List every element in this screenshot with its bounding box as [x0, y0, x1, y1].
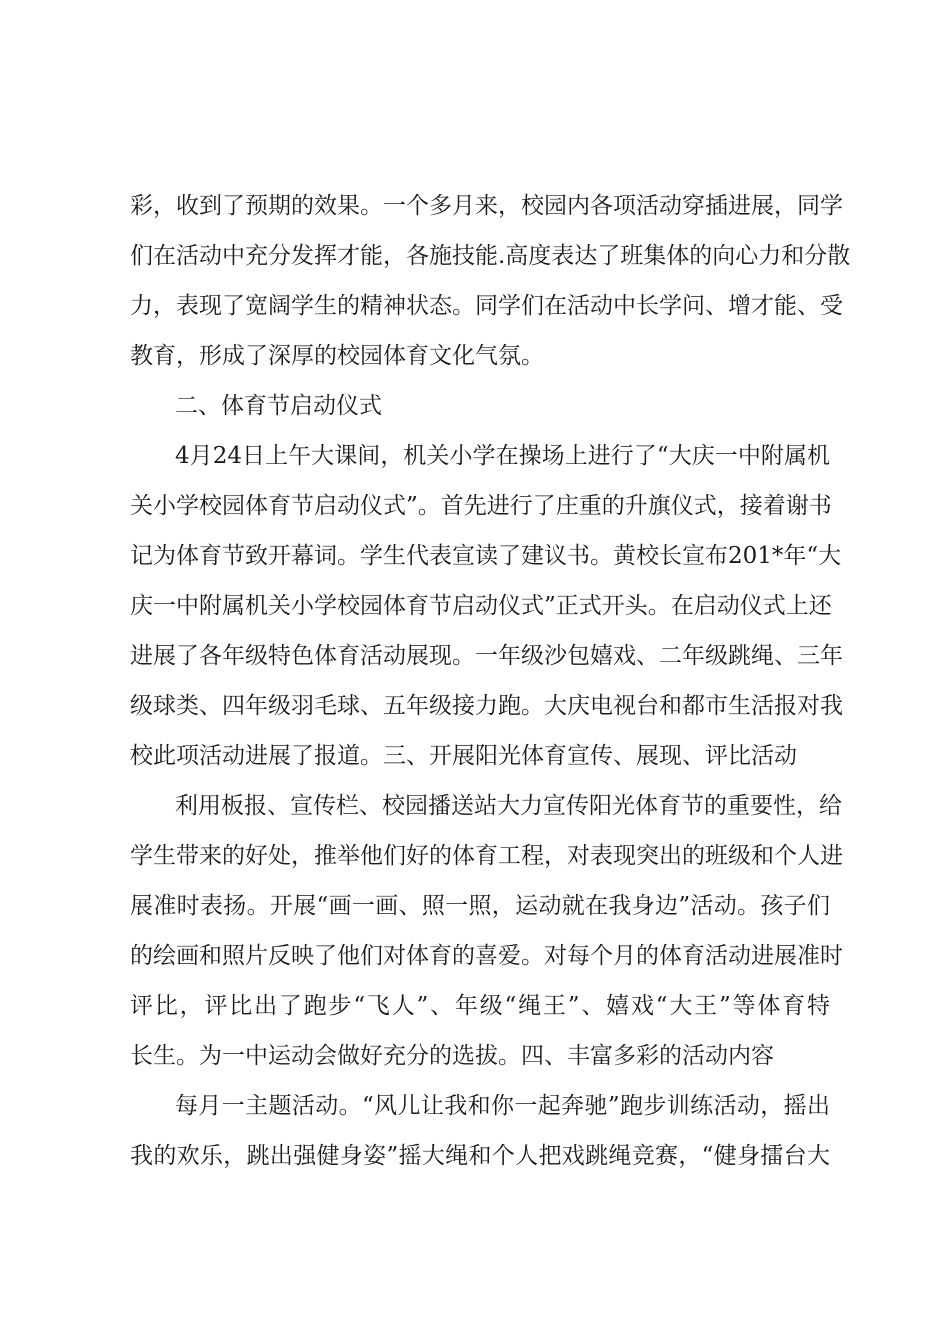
paragraph-2-line-5: 进展了各年级特色体育活动展现。一年级沙包嬉戏、二年级跳绳、三年 [130, 643, 843, 669]
paragraph-1-line-1: 彩，收到了预期的效果。一个多月来，校园内各项活动穿插进展，同学 [130, 193, 843, 219]
paragraph-1-line-2: 们在活动中充分发挥才能，各施技能.高度表达了班集体的向心力和分散 [130, 243, 851, 269]
paragraph-2-line-6: 级球类、四年级羽毛球、五年级接力跑。大庆电视台和都市生活报对我 [130, 693, 843, 719]
paragraph-2-line-4: 庆一中附属机关小学校园体育节启动仪式”正式开头。在启动仪式上还 [130, 593, 832, 619]
paragraph-1-line-4: 教育，形成了深厚的校园体育文化气氛。 [130, 343, 544, 369]
paragraph-4-line-2: 我的欢乐，跳出强健身姿”摇大绳和个人把戏跳绳竞赛，“健身擂台大 [130, 1143, 830, 1169]
paragraph-3-line-4: 的绘画和照片反映了他们对体育的喜爱。对每个月的体育活动进展准时 [130, 943, 843, 969]
paragraph-2-line-1: 4月24日上午大课间，机关小学在操场上进行了“大庆一中附属机 [175, 443, 830, 469]
paragraph-2-line-3: 记为体育节致开幕词。学生代表宣读了建议书。黄校长宣布201*年“大 [130, 543, 842, 569]
paragraph-4-line-1: 每月一主题活动。“风儿让我和你一起奔驰”跑步训练活动，摇出 [175, 1093, 830, 1119]
paragraph-3-line-1: 利用板报、宣传栏、校园播送站大力宣传阳光体育节的重要性，给 [175, 793, 842, 819]
paragraph-1-line-3: 力，表现了宽阔学生的精神状态。同学们在活动中长学问、增才能、受 [130, 293, 843, 319]
paragraph-2-line-2: 关小学校园体育节启动仪式”。首先进行了庄重的升旗仪式，接着谢书 [130, 493, 832, 519]
paragraph-3-line-2: 学生带来的好处，推举他们好的体育工程，对表现突出的班级和个人进 [130, 843, 843, 869]
paragraph-3-line-3: 展准时表扬。开展“画一画、照一照，运动就在我身边”活动。孩子们 [130, 893, 830, 919]
paragraph-2-line-7: 校此项活动进展了报道。三、开展阳光体育宣传、展现、评比活动 [130, 743, 797, 769]
paragraph-3-line-6: 长生。为一中运动会做好充分的选拔。四、丰富多彩的活动内容 [130, 1043, 774, 1069]
section-heading: 二、体育节启动仪式 [175, 393, 382, 419]
paragraph-3-line-5: 评比，评比出了跑步“飞人”、年级“绳王”、嬉戏“大王”等体育特 [130, 993, 830, 1019]
